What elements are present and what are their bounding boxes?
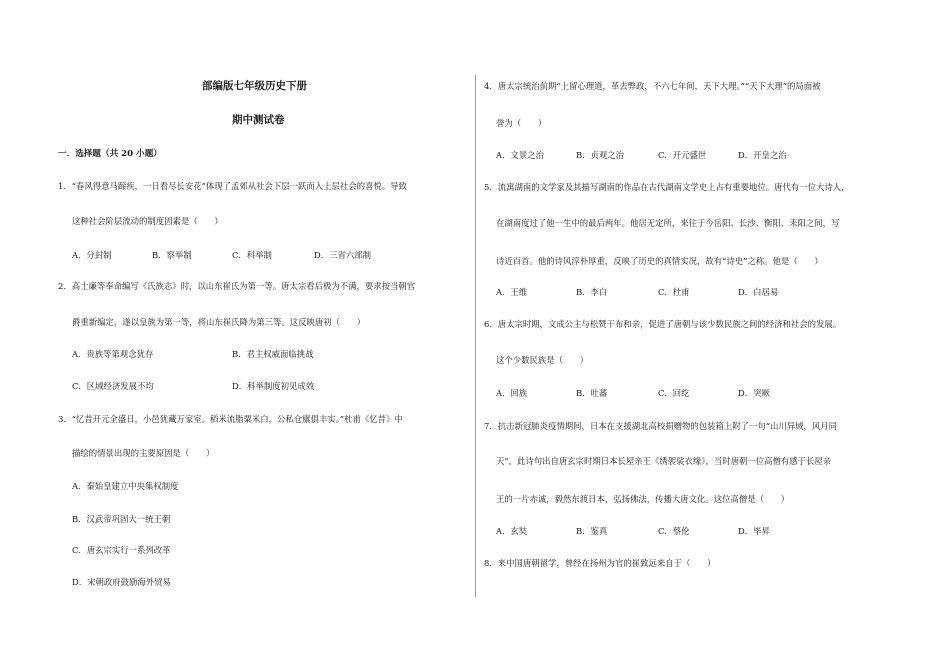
option-c[interactable]: C．开元盛世 (658, 150, 707, 160)
question-text: 6．唐太宗时期，文成公主与松赞干布和亲，促进了唐朝与该少数民族之间的经济和社会的发展。 (484, 319, 842, 329)
question-text: 7．抗击新冠肺炎疫情期间，日本在支援湖北高校捐赠物的包装箱上附了一句“山川异域，风月同 (484, 421, 837, 431)
option-d[interactable]: D．三省六部制 (314, 250, 371, 260)
question-text: 2．高士廉等奉命编写《氏族志》时，以山东崔氏为第一等。唐太宗看后极为不满，要求按当朝官 (58, 281, 416, 291)
option-c[interactable]: C．杜甫 (658, 287, 690, 297)
option-b[interactable]: B．吐蕃 (576, 388, 608, 398)
question-text: 4．唐太宗统治前期“上留心理道，革去弊政，不六七年间，天下大理。”“天下大理”的局面被 (484, 81, 821, 91)
question-text: 爵重新编定，遂以皇族为第一等，将山东崔氏降为第三等。这反映唐初（ ） (72, 317, 366, 327)
option-b[interactable]: B．李白 (576, 287, 608, 297)
question-text: 描绘的情景出现的主要原因是（ ） (72, 448, 215, 458)
option-d[interactable]: D．白居易 (738, 287, 779, 297)
option-c[interactable]: C．蔡伦 (658, 526, 690, 536)
option-a[interactable]: A．分封制 (72, 250, 112, 260)
doc-subtitle: 期中测试卷 (232, 114, 285, 126)
question-text: 1．“春风得意马蹄疾，一日看尽长安花”体现了孟郊从社会下层一跃而入上层社会的喜悦。导致 (58, 181, 407, 191)
option-d[interactable]: D．突厥 (738, 388, 770, 398)
option-a[interactable]: A．玄奘 (496, 526, 528, 536)
option-c[interactable]: C．科举制 (232, 250, 272, 260)
option-d[interactable]: D．开皇之治 (738, 150, 787, 160)
question-text: 誉为（ ） (496, 118, 547, 128)
question-text: 这个少数民族是（ ） (496, 355, 589, 365)
doc-title: 部编版七年级历史下册 (202, 80, 307, 92)
option-c[interactable]: C．区域经济发展不均 (72, 381, 154, 391)
option-d[interactable]: D．科举制度初见成效 (232, 381, 315, 391)
question-text: 这种社会阶层流动的制度因素是（ ） (72, 216, 223, 226)
option-d[interactable]: D．宋朝政府鼓励海外贸易 (72, 577, 171, 587)
option-b[interactable]: B．君主权威面临挑战 (232, 349, 314, 359)
option-d[interactable]: D．毕昇 (738, 526, 770, 536)
question-text: 5．流寓湖南的文学家及其描写湖南的作品在古代湖南文学史上占有重要地位。唐代有一位大诗人， (484, 182, 850, 192)
option-a[interactable]: A．秦始皇建立中央集权制度 (72, 481, 179, 491)
option-b[interactable]: B．贞观之治 (576, 150, 625, 160)
option-a[interactable]: A．贵族等第观念犹存 (72, 349, 154, 359)
column-divider (475, 75, 476, 597)
section-heading: 一．选择题（共 20 小题） (58, 149, 162, 159)
option-a[interactable]: A．文景之治 (496, 150, 544, 160)
question-text: 王的一片赤诚，毅然东渡日本，弘扬佛法，传播大唐文化。这位高僧是（ ） (496, 494, 790, 504)
option-a[interactable]: A．回族 (496, 388, 528, 398)
option-b[interactable]: B．察举制 (152, 250, 192, 260)
question-text: 3．“忆昔开元全盛日，小邑犹藏万家室。稻米流脂粟米白，公私仓廪俱丰实。”杜甫《忆昔》中 (58, 414, 403, 424)
question-text: 诗近百首。他的诗风淳朴厚重，反映了历史的真情实况，故有“诗史”之称。他是（ ） (496, 256, 823, 266)
option-a[interactable]: A．王维 (496, 287, 528, 297)
option-c[interactable]: C．唐玄宗实行一系列改革 (72, 545, 171, 555)
question-text: 天”，此诗句出自唐玄宗时期日本长屋亲王《绣袈裟衣缘》，当时唐朝一位高僧有感于长屋亲 (496, 456, 832, 466)
option-c[interactable]: C．回纥 (658, 388, 690, 398)
option-b[interactable]: B．鉴真 (576, 526, 608, 536)
right-column (484, 0, 904, 672)
left-column (58, 0, 470, 672)
question-text: 在湖南度过了他一生中的最后两年。他居无定所，来往于今岳阳、长沙、衡阳、耒阳之间，写 (496, 218, 840, 228)
option-b[interactable]: B．汉武帝巩固大一统王朝 (72, 514, 171, 524)
question-text: 8．来中国唐朝留学，曾经在扬州为官的崔致远来自于（ ） (484, 558, 716, 568)
